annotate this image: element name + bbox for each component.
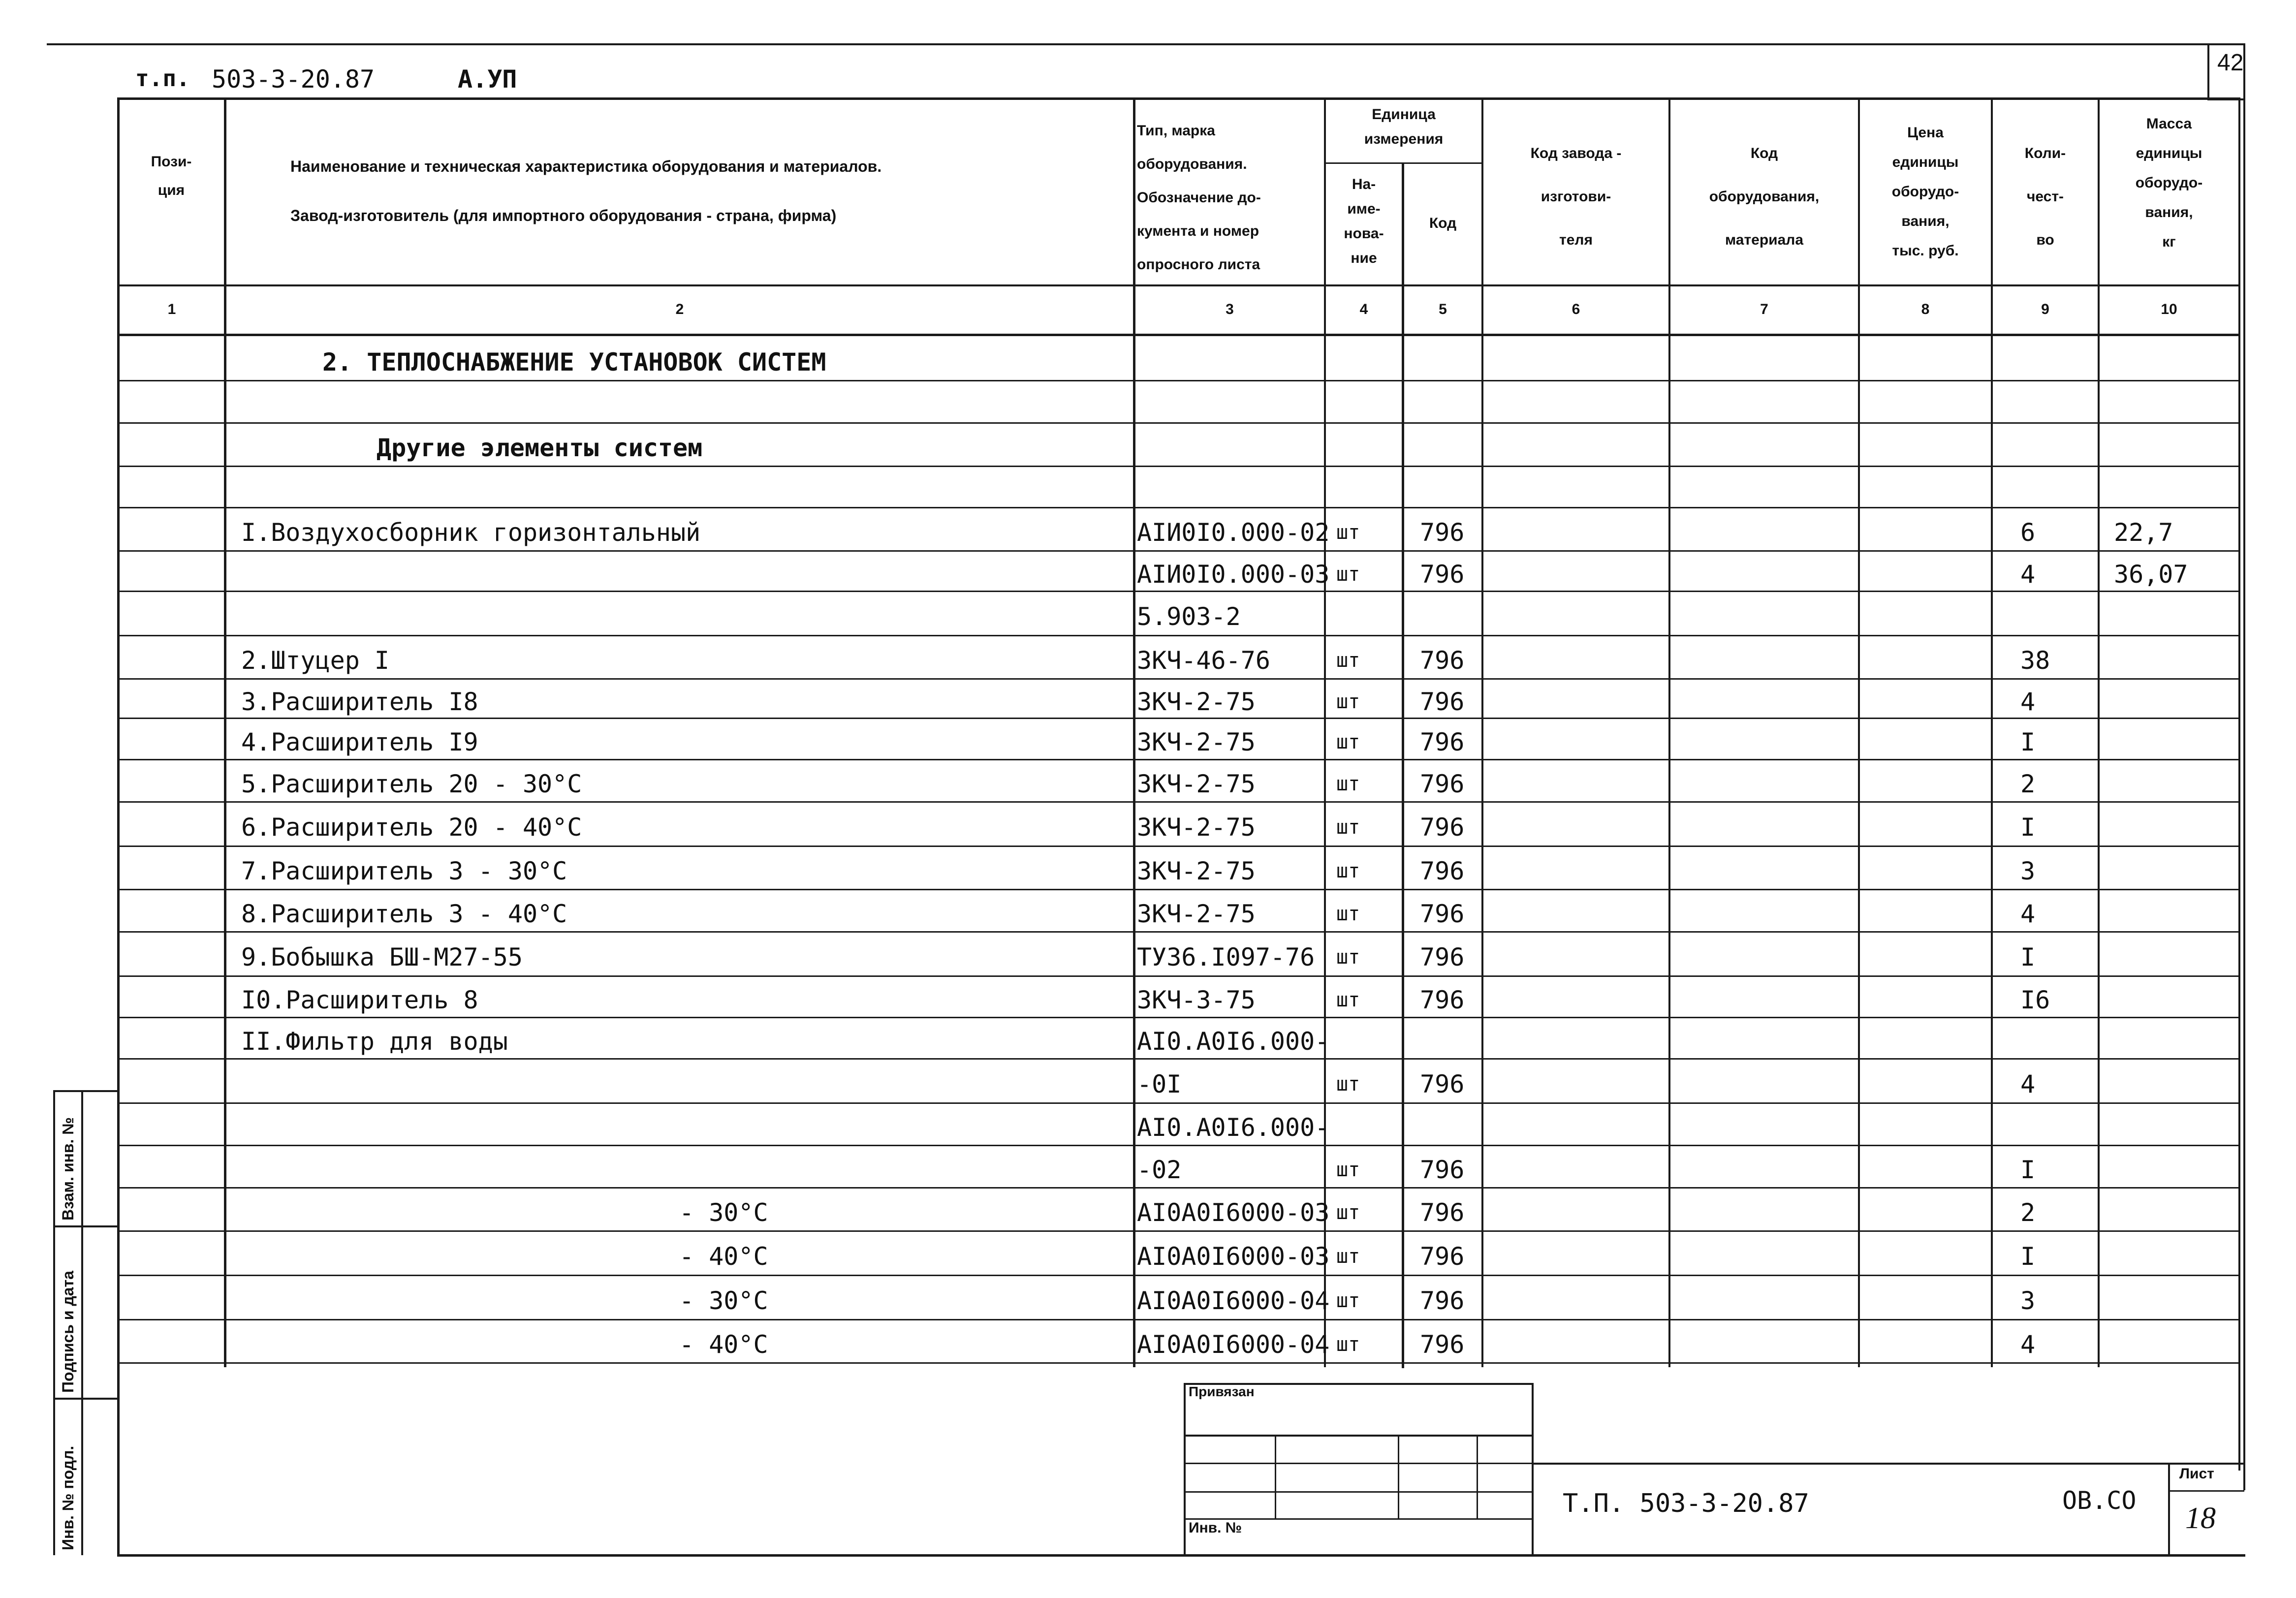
cell-mass: 22,7	[2114, 518, 2173, 547]
cell-type: АI0А0I6000-03	[1137, 1242, 1330, 1271]
cell-unit: шт	[1336, 903, 1360, 925]
cell-qty: 38	[2020, 646, 2050, 675]
colnum: 10	[2161, 301, 2177, 317]
col10-header: Масса единицы оборудо- вания, кг	[2135, 116, 2203, 250]
cell-code: 796	[1420, 688, 1465, 716]
cell-type: -0I	[1137, 1070, 1182, 1098]
cell-code: 796	[1420, 857, 1465, 885]
cell-code: 796	[1420, 1286, 1465, 1315]
inv-label: Инв. №	[1189, 1520, 1242, 1536]
col6-header: Код завода - изготови- теля	[1530, 145, 1622, 248]
col9-header: Коли- чест- во	[2024, 145, 2066, 248]
cell-type: ТУ36.I097-76	[1137, 943, 1315, 971]
cell-qty: 6	[2020, 518, 2036, 547]
colnum: 2	[675, 301, 684, 317]
cell-unit: шт	[1336, 521, 1360, 544]
col4-header: На- име- нова- ние	[1344, 176, 1384, 266]
list-label: Лист	[2179, 1466, 2214, 1482]
cell-qty: 4	[2020, 560, 2036, 589]
cell-qty: I	[2020, 813, 2036, 842]
cell-name: 7.Расширитель 3 - 30°С	[241, 857, 567, 885]
cell-unit: шт	[1336, 1073, 1360, 1096]
cell-qty: I	[2020, 1156, 2036, 1184]
col-line	[224, 97, 226, 1367]
header-code: т.п.	[135, 65, 190, 92]
cell-qty: I	[2020, 1242, 2036, 1271]
cell-qty: I	[2020, 943, 2036, 971]
cell-name: 8.Расширитель 3 - 40°С	[241, 900, 567, 928]
cell-code: 796	[1420, 518, 1465, 547]
unit-header: Единица измерения	[1364, 106, 1444, 147]
cell-code: 796	[1420, 943, 1465, 971]
colnum: 6	[1572, 301, 1580, 317]
cell-name: I0.Расширитель 8	[241, 986, 478, 1014]
colnum: 8	[1921, 301, 1930, 317]
cell-type: ЗКЧ-2-75	[1137, 770, 1256, 798]
cell-unit: шт	[1336, 860, 1360, 882]
cell-qty: 4	[2020, 900, 2036, 928]
cell-name: 4.Расширитель I9	[241, 728, 478, 756]
stamp-project: Т.П. 503-3-20.87	[1563, 1489, 1809, 1518]
cell-code: 796	[1420, 1070, 1465, 1098]
cell-name: 2.Штуцер I	[241, 646, 390, 675]
colnum: 5	[1439, 301, 1447, 317]
cell-code: 796	[1420, 646, 1465, 675]
col5-header: Код	[1429, 215, 1457, 231]
cell-name: - 30°С	[679, 1198, 768, 1227]
cell-type: АI0.А0I6.000-	[1137, 1113, 1330, 1142]
cell-unit: шт	[1336, 649, 1360, 672]
cell-type: 5.903-2	[1137, 602, 1241, 631]
side-replace-inv: Взам. инв. №	[59, 1117, 77, 1221]
colnum: 4	[1359, 301, 1368, 317]
cell-type: АI0.А0I6.000-	[1137, 1027, 1330, 1056]
side-inv-no: Инв. № подл.	[59, 1445, 77, 1550]
cell-code: 796	[1420, 1198, 1465, 1227]
cell-code: 796	[1420, 813, 1465, 842]
cell-code: 796	[1420, 728, 1465, 756]
cell-name: I.Воздухосборник горизонтальный	[241, 518, 701, 547]
cell-code: 796	[1420, 1330, 1465, 1359]
cell-type: АI0А0I6000-04	[1137, 1286, 1330, 1315]
list-number: 18	[2185, 1502, 2216, 1535]
cell-unit: шт	[1336, 731, 1360, 753]
cell-unit: шт	[1336, 1289, 1360, 1312]
cell-type: -02	[1137, 1156, 1182, 1184]
cell-code: 796	[1420, 560, 1465, 589]
cell-qty: 2	[2020, 770, 2036, 798]
cell-unit: шт	[1336, 563, 1360, 586]
cell-type: ЗКЧ-2-75	[1137, 728, 1256, 756]
cell-qty: 3	[2020, 857, 2036, 885]
cell-type: АIИ0I0.000-03	[1137, 560, 1330, 589]
cell-unit: шт	[1336, 946, 1360, 969]
cell-name: - 40°С	[679, 1330, 768, 1359]
cell-unit: шт	[1336, 690, 1360, 713]
cell-mass: 36,07	[2114, 560, 2188, 589]
col8-header: Цена единицы оборудо- вания, тыс. руб.	[1891, 125, 1959, 259]
cell-unit: шт	[1336, 989, 1360, 1011]
page-number: 42	[2217, 50, 2244, 76]
cell-type: ЗКЧ-3-75	[1137, 986, 1256, 1014]
cell-qty: 4	[2020, 688, 2036, 716]
bound-label: Привязан	[1189, 1384, 1255, 1399]
cell-name: Другие элементы систем	[377, 434, 703, 462]
cell-unit: шт	[1336, 773, 1360, 795]
cell-name: - 30°С	[679, 1286, 768, 1315]
cell-code: 796	[1420, 1156, 1465, 1184]
cell-code: 796	[1420, 986, 1465, 1014]
cell-name: 9.Бобышка БШ-М27-55	[241, 943, 523, 971]
cell-code: 796	[1420, 1242, 1465, 1271]
header-album: А.УП	[458, 65, 517, 94]
colnum: 1	[167, 301, 176, 317]
cell-qty: I	[2020, 728, 2036, 756]
cell-type: АIИ0I0.000-02	[1137, 518, 1330, 547]
cell-qty: 2	[2020, 1198, 2036, 1227]
cell-qty: 4	[2020, 1070, 2036, 1098]
cell-unit: шт	[1336, 1159, 1360, 1181]
cell-type: ЗКЧ-2-75	[1137, 900, 1256, 928]
side-signature: Подпись и дата	[59, 1271, 77, 1393]
cell-type: ЗКЧ-2-75	[1137, 813, 1256, 842]
cell-type: АI0А0I6000-03	[1137, 1198, 1330, 1227]
cell-name: II.Фильтр для воды	[241, 1027, 508, 1056]
cell-code: 796	[1420, 900, 1465, 928]
cell-name: 5.Расширитель 20 - 30°С	[241, 770, 582, 798]
col2-header: Наименование и техническая характеристика оборудования и материалов. Завод-изготовитель (для импортного оборудования - страна, фирма)	[290, 157, 882, 224]
cell-qty: I6	[2020, 986, 2050, 1014]
header-project: 503-3-20.87	[212, 65, 375, 94]
col7-header: Код оборудования, материала	[1709, 145, 1820, 248]
cell-type: ЗКЧ-2-75	[1137, 857, 1256, 885]
cell-name: 6.Расширитель 20 - 40°С	[241, 813, 582, 842]
cell-qty: 3	[2020, 1286, 2036, 1315]
cell-name: 3.Расширитель I8	[241, 688, 478, 716]
cell-name: 2. ТЕПЛОСНАБЖЕНИЕ УСТАНОВОК СИСТЕМ	[322, 347, 826, 376]
cell-type: ЗКЧ-2-75	[1137, 688, 1256, 716]
cell-name: - 40°С	[679, 1242, 768, 1271]
cell-unit: шт	[1336, 1245, 1360, 1268]
colnum: 7	[1760, 301, 1768, 317]
cell-type: АI0А0I6000-04	[1137, 1330, 1330, 1359]
col3-header: Тип, марка оборудования. Обозначение до- кумента и номер опросного листа	[1137, 123, 1261, 273]
colnum: 9	[2041, 301, 2049, 317]
cell-type: ЗКЧ-46-76	[1137, 646, 1270, 675]
col1-header: Пози- ция	[151, 154, 192, 198]
cell-unit: шт	[1336, 1333, 1360, 1356]
cell-qty: 4	[2020, 1330, 2036, 1359]
cell-unit: шт	[1336, 1201, 1360, 1224]
stamp-mark: ОВ.СО	[2062, 1486, 2137, 1515]
cell-code: 796	[1420, 770, 1465, 798]
colnum: 3	[1226, 301, 1234, 317]
cell-unit: шт	[1336, 816, 1360, 839]
